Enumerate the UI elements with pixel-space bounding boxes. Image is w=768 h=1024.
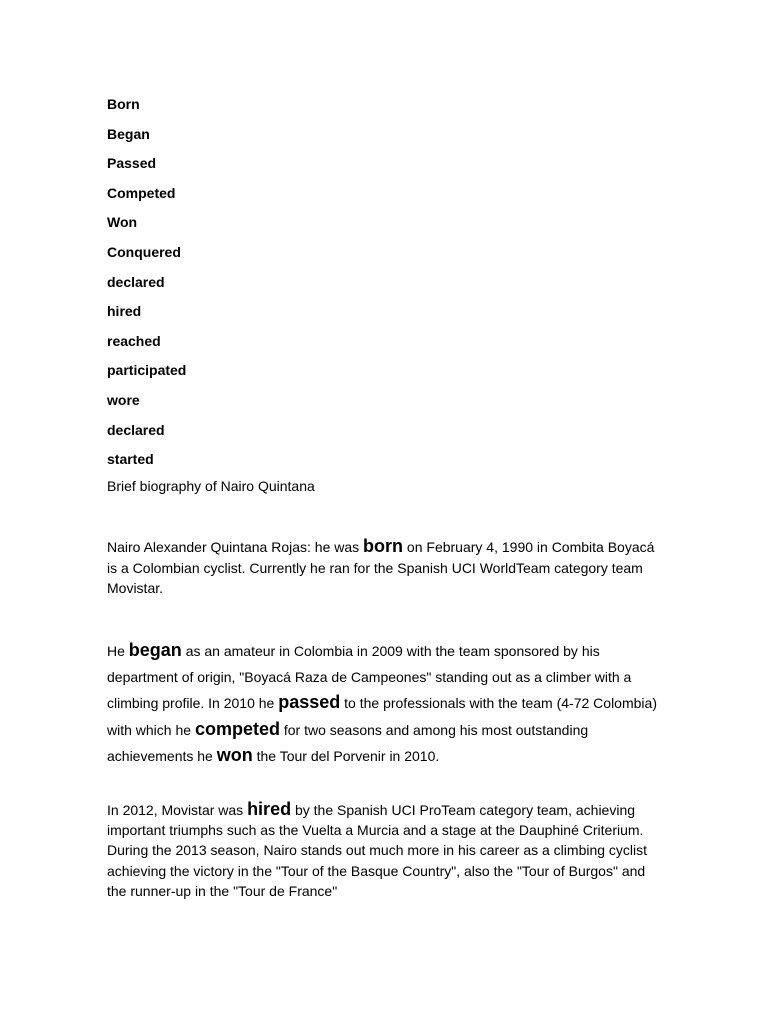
verb-item: participated — [107, 362, 187, 379]
highlighted-verb: won — [216, 745, 253, 765]
paragraph-text: as an amateur in Colombia in 2009 with the team sponsored by his department of origin, "Boyacá Raza de Campeones" standing out as a climber with a climbing profile. In 2010 he — [107, 643, 632, 711]
paragraph-text: for two seasons and among his most outstanding achievements he — [107, 721, 589, 764]
verb-item: reached — [107, 332, 161, 349]
paragraph-text: the Tour del Porvenir in 2010. — [252, 748, 440, 764]
verb-item: wore — [107, 391, 140, 408]
paragraph-text: by the Spanish UCI ProTeam category team, achieving important triumphs such as the Vuelta a Murcia and a stage at the Dauphiné Criterium. During the 2013 season, Nairo stands out much more in his career as a climbing cyclist achieving the victory in the "Tour of the Basque Country", also the "Tour of Burgos" and the runner-up in the "Tour de France" — [107, 802, 648, 899]
verb-item: declared — [107, 273, 165, 290]
verb-item: started — [107, 451, 154, 468]
document-title: Brief biography of Nairo Quintana — [107, 478, 315, 494]
paragraph-born — [107, 536, 667, 599]
verb-item: Began — [107, 125, 150, 142]
verb-item: Conquered — [107, 243, 181, 260]
verb-item: Competed — [107, 184, 176, 201]
highlighted-verb: born — [363, 536, 404, 556]
paragraph-text: Nairo Alexander Quintana Rojas: he was — [107, 539, 364, 555]
paragraph-career-start — [107, 638, 667, 770]
paragraph-text: He — [107, 643, 129, 659]
verb-item: hired — [107, 303, 142, 320]
verb-item: Won — [107, 214, 138, 231]
paragraph-text: on February 4, 1990 in Combita Boyacá is a Colombian cyclist. Currently he ran for the Spanish UCI WorldTeam category team Movistar. — [107, 539, 655, 596]
verb-item: Born — [107, 96, 140, 112]
highlighted-verb: hired — [247, 799, 292, 819]
verb-item: Passed — [107, 155, 157, 172]
paragraph-text: to the professionals with the team (4-72 Colombia) with which he — [107, 695, 657, 738]
highlighted-verb: passed — [278, 692, 341, 712]
highlighted-verb: began — [128, 640, 182, 660]
verb-item: declared — [107, 421, 165, 438]
highlighted-verb: competed — [194, 718, 280, 739]
paragraph-text: In 2012, Movistar was — [107, 802, 248, 818]
verb-list — [107, 90, 186, 475]
paragraph-movistar — [107, 799, 667, 901]
